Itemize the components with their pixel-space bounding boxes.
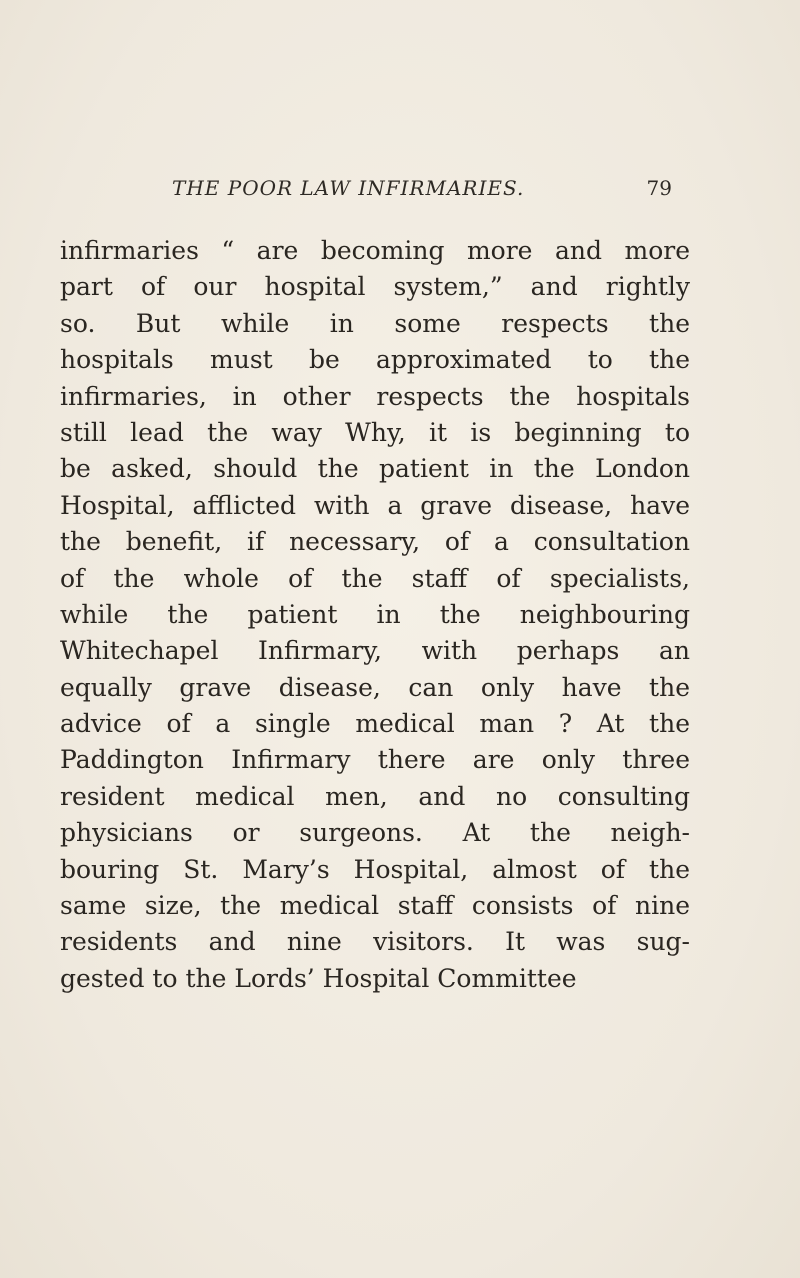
text-line: infirmaries “ are becoming more and more bbox=[60, 236, 690, 265]
text-line: gested to the Lords’ Hospital Committee bbox=[60, 963, 577, 993]
text-line: part of our hospital system,” and rightly bbox=[60, 272, 690, 302]
text-line: be asked, should the patient in the London bbox=[60, 454, 690, 484]
text-line: resident medical men, and no consulting bbox=[60, 781, 690, 811]
text-line: of the whole of the staff of specialists, bbox=[60, 563, 690, 593]
text-line: Hospital, afflicted with a grave disease, have bbox=[60, 490, 690, 520]
text-line: advice of a single medical man ? At the bbox=[60, 709, 690, 739]
text-line: residents and nine visitors. It was sug- bbox=[60, 927, 690, 957]
text-line: so. But while in some respects the bbox=[60, 308, 690, 338]
text-line: equally grave disease, can only have the bbox=[60, 672, 690, 702]
page-number: 79 bbox=[646, 176, 672, 200]
body-text bbox=[60, 233, 690, 997]
text-line: physicians or surgeons. At the neigh- bbox=[60, 818, 690, 848]
text-line: Whitechapel Infirmary, with perhaps an bbox=[60, 636, 690, 666]
text-line: still lead the way Why, it is beginning to bbox=[60, 417, 690, 447]
running-head bbox=[142, 176, 672, 206]
text-line: infirmaries, in other respects the hospitals bbox=[60, 381, 690, 411]
text-line: bouring St. Mary’s Hospital, almost of the bbox=[60, 854, 690, 884]
text-line: the benefit, if necessary, of a consultation bbox=[60, 527, 690, 557]
text-line: while the patient in the neighbouring bbox=[60, 599, 690, 629]
text-line: same size, the medical staff consists of nine bbox=[60, 891, 690, 921]
running-title: THE POOR LAW INFIRMARIES. bbox=[172, 176, 525, 200]
text-line: Paddington Infirmary there are only three bbox=[60, 745, 690, 775]
text-line: hospitals must be approximated to the bbox=[60, 345, 690, 375]
